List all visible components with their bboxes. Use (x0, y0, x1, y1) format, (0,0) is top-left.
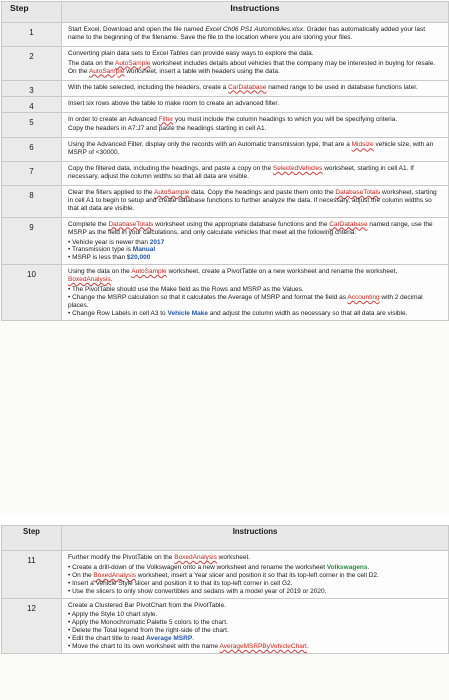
step-number: 7 (2, 162, 62, 186)
highlighted-value: 2017 (149, 238, 165, 246)
instruction-text: Insert six rows above the table to make room to create an advanced filter. (68, 99, 279, 107)
bullet-item (68, 611, 442, 619)
instruction-text: you must include the column headings to which you will be specifying criteria. (173, 115, 398, 123)
instructions-column-header: Instructions (62, 526, 449, 551)
instruction-text: The data on the (68, 59, 115, 67)
instruction-text: . (110, 276, 113, 284)
bullet-item (68, 643, 442, 651)
step-number: 12 (2, 598, 62, 653)
highlighted-value: Volkswagens (326, 563, 368, 571)
step-row (2, 96, 449, 112)
instruction-text: • The PivotTable should use the Make field as the Rows and MSRP as the Values. (68, 286, 304, 294)
instruction-text: named range, use the MSRP as the field in your calculations, and only calculate vehicles that meet all the following criteria: (68, 220, 433, 236)
step-instructions (62, 96, 449, 112)
instruction-text: • Apply the Style 10 chart style. (68, 611, 158, 619)
spellcheck-flagged-word: CarDatabase (228, 83, 267, 91)
step-instructions (62, 23, 449, 47)
step-number: 2 (2, 46, 62, 80)
instruction-text: In order to create an Advanced (68, 115, 159, 123)
steps-table (1, 1, 449, 321)
spellcheck-flagged-word: DatabaseTotals (108, 220, 154, 228)
table-header-row (2, 2, 449, 23)
instruction-paragraph (68, 189, 442, 213)
instruction-paragraph (68, 221, 442, 237)
bullet-item (68, 239, 442, 247)
step-number: 1 (2, 23, 62, 47)
table-header-row (2, 526, 449, 551)
instruction-text: vehicle size, with an MSRP of <30000. (68, 141, 434, 157)
instruction-paragraph (68, 125, 442, 133)
instruction-text: Copy the headers in A7:J7 and paste the headings starting in cell A1. (68, 125, 267, 133)
step-instructions (62, 185, 449, 217)
spellcheck-flagged-word: Midsize (351, 141, 374, 149)
step-instructions (62, 112, 449, 138)
step-row (2, 23, 449, 47)
instruction-text: worksheet using the appropriate database functions and the (153, 220, 330, 228)
instruction-paragraph (68, 60, 442, 76)
step-column-header: Step (2, 526, 62, 551)
instruction-text: • Insert a Vehicle Style slicer and position it to that its top-left corner in cell G2. (68, 579, 293, 587)
step-instructions (62, 138, 449, 162)
instruction-text: worksheet, starting in cell A1. If necessary, adjust the column widths so that all data are visible. (68, 165, 414, 181)
step-row (2, 80, 449, 96)
step-instructions (62, 80, 449, 96)
instruction-text: worksheet includes details about vehicles that the company may be interested in buying for resale. On the (68, 59, 436, 75)
spellcheck-flagged-word: AutoSample (154, 188, 190, 196)
page-break (0, 515, 449, 525)
bullet-item (68, 619, 442, 627)
instruction-text: Converting plain data sets to Excel Tables can provide easy ways to explore the data. (68, 49, 314, 57)
instruction-text: worksheet, insert a Year slicer and position it so that its top-left corner in the cell D2. (136, 571, 379, 579)
spellcheck-flagged-word: AutoSample (131, 268, 167, 276)
instruction-text: Using the data on the (68, 268, 132, 276)
instruction-text: . (306, 643, 309, 651)
instruction-paragraph (68, 116, 442, 124)
bullet-item (68, 564, 442, 572)
instruction-text: • Create a drill-down of the Volkswagen onto a new worksheet and rename the worksheet (68, 563, 327, 571)
instruction-text: Copy the filtered data, including the headings, and paste a copy on the (68, 165, 273, 173)
steps-table-continued (1, 525, 449, 654)
instruction-text: . (192, 635, 194, 643)
instruction-text: worksheet, insert a table with headers using the data. (124, 67, 280, 75)
instruction-paragraph (68, 26, 442, 42)
instruction-text: • Edit the chart title to read (68, 635, 147, 643)
step-number: 11 (2, 551, 62, 599)
step-instructions (62, 217, 449, 265)
bullet-item (68, 310, 442, 318)
instructions-column-header: Instructions (62, 2, 449, 23)
instruction-paragraph (68, 84, 442, 92)
step-row (2, 185, 449, 217)
filename: Excel Ch06 PS1 Automobiles.xlsx (205, 26, 303, 33)
step-number: 5 (2, 112, 62, 138)
step-row (2, 112, 449, 138)
spellcheck-flagged-word: AutoSample (88, 67, 125, 75)
instruction-text: • Use the slicers to only show convertibles and sedans with a model year of 2019 or 2020. (68, 587, 327, 595)
instruction-paragraph (68, 268, 442, 284)
step-number: 9 (2, 217, 62, 265)
instruction-text: • Move the chart to its own worksheet with the name (68, 643, 220, 651)
highlighted-value: Average MSRP (146, 635, 193, 643)
instruction-text: Complete the (68, 220, 109, 228)
instruction-text: • Apply the Monochromatic Palette 5 colors to the chart. (68, 619, 228, 627)
spellcheck-flagged-word: BoxedAnalysis (68, 276, 111, 284)
highlighted-value: $20,000 (126, 254, 151, 262)
instruction-paragraph (68, 165, 442, 181)
step-number: 3 (2, 80, 62, 96)
instruction-text: with 2 decimal places. (68, 293, 423, 309)
spellcheck-flagged-word: CarDatabase (329, 220, 368, 228)
instruction-text: Further modify the PivotTable on the (68, 554, 175, 561)
instruction-text: Clear the filters applied to the (68, 188, 154, 196)
bullet-item (68, 572, 442, 580)
step-instructions (62, 46, 449, 80)
bullet-item (68, 246, 442, 254)
instruction-paragraph (68, 554, 442, 562)
step-number: 6 (2, 138, 62, 162)
instruction-text: named range to be used in database functions later. (266, 83, 418, 91)
bullet-item (68, 588, 442, 596)
instruction-text: worksheet, starting in cell A1 to begin to setup and create database functions to further analyze the data. If necessary, adjust the column widths so that all data are visible. (68, 188, 437, 212)
spellcheck-flagged-word: BoxedAnalysis (93, 571, 137, 579)
instruction-text: Start Excel. Download and open the file named (68, 26, 206, 33)
step-row (2, 138, 449, 162)
instruction-text: • Change Row Labels in cell A3 to (68, 309, 168, 317)
spellcheck-flagged-word: AverageMSRPByVehicleChart (219, 643, 307, 651)
step-instructions (62, 598, 449, 653)
instruction-text: • Vehicle year is newer than (68, 238, 150, 246)
bullet-item (68, 254, 442, 262)
bullet-item (68, 294, 442, 310)
instruction-text: worksheet. (216, 554, 251, 561)
instruction-text: . (367, 563, 370, 571)
bullet-item (68, 580, 442, 588)
instruction-text: • On the (68, 571, 94, 579)
step-row (2, 46, 449, 80)
step-instructions (62, 265, 449, 320)
spellcheck-flagged-word: SelectedVehicles (272, 165, 323, 173)
step-instructions (62, 162, 449, 186)
spellcheck-flagged-word: Filter (158, 115, 174, 123)
instruction-text: Using the Advanced Filter, display only the records with an Automatic transmission type, that are a (68, 141, 352, 149)
instruction-text: Create a Clustered Bar PivotChart from the PivotTable. (68, 601, 226, 609)
instruction-text: • Delete the Total legend from the right-side of the chart. (68, 627, 229, 635)
instruction-paragraph (68, 602, 442, 610)
bullet-item (68, 635, 442, 643)
instruction-paragraph (68, 100, 442, 108)
highlighted-value: Manual (132, 246, 156, 254)
bullet-item (68, 286, 442, 294)
step-row (2, 217, 449, 265)
step-row (2, 551, 449, 599)
bullet-item (68, 627, 442, 635)
step-number: 10 (2, 265, 62, 320)
instruction-text: • MSRP is less than (68, 254, 127, 262)
step-number: 4 (2, 96, 62, 112)
spellcheck-flagged-word: BoxedAnalysis (174, 554, 217, 561)
instruction-text: • Change the MSRP calculation so that it calculates the Average of MSRP and format the field as (68, 293, 348, 301)
spellcheck-flagged-word: Accounting (347, 293, 380, 301)
step-number: 8 (2, 185, 62, 217)
step-column-header: Step (2, 2, 62, 23)
instruction-paragraph (68, 141, 442, 157)
instruction-text: With the table selected, including the headers, create a (68, 83, 229, 91)
highlighted-value: Vehicle Make (167, 309, 208, 317)
spellcheck-flagged-word: DatabaseTotals (335, 188, 381, 196)
step-row (2, 265, 449, 320)
instruction-text: and adjust the column width as necessary so that all data are visible. (207, 309, 408, 317)
step-instructions (62, 551, 449, 599)
step-row (2, 598, 449, 653)
instruction-text: . Grader has automatically added your last name to the beginning of the filename. Save the file to the location where you are storing your files. (68, 26, 426, 41)
step-row (2, 162, 449, 186)
instruction-text: • Transmission type is (68, 246, 133, 254)
spellcheck-flagged-word: AutoSample (114, 59, 151, 67)
instruction-text: worksheet, create a PivotTable on a new worksheet and rename the worksheet, (166, 268, 398, 276)
instruction-paragraph (68, 50, 442, 58)
instruction-text: data. Copy the headings and paste them onto the (189, 188, 336, 196)
